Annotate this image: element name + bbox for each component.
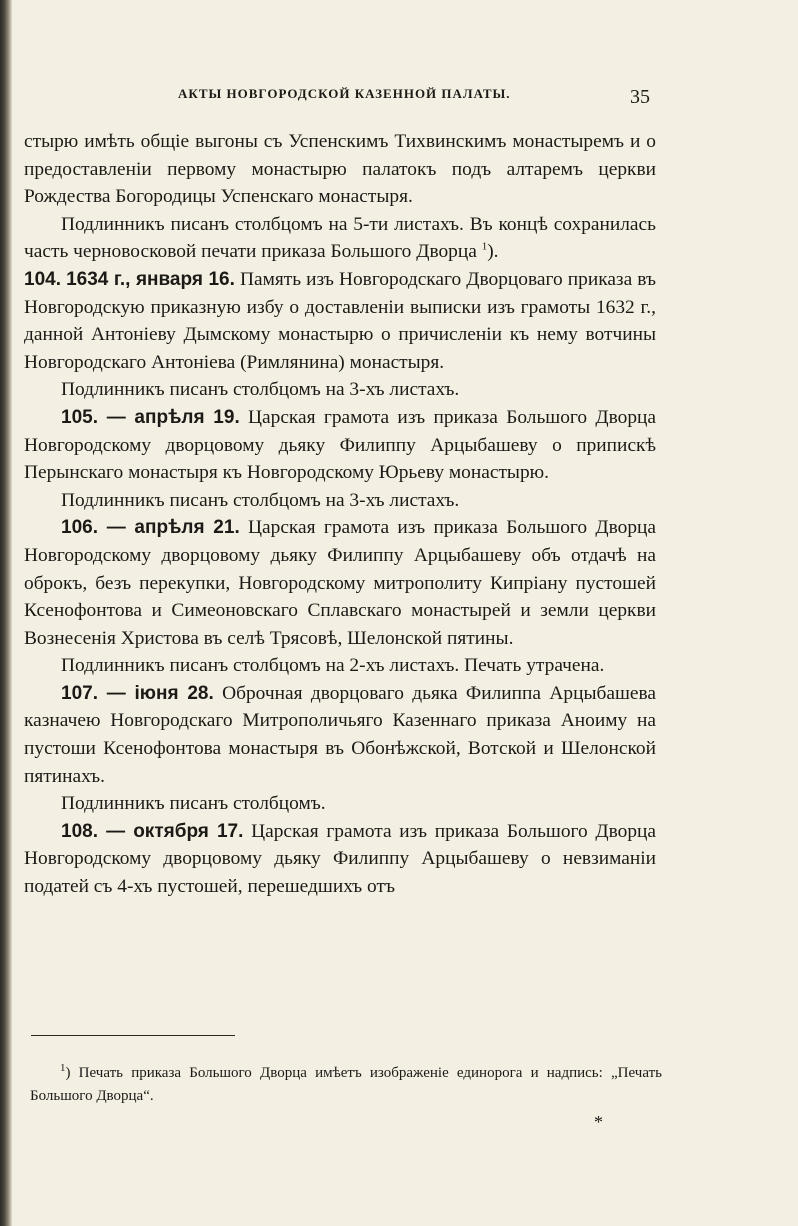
intro-paragraph: стырю имѣть общіе выгоны съ Успенскимъ Тихвинскимъ монастыремъ и о предоставленіи первому монастырю палатокъ подъ алтаремъ церкви Рождества Богородицы Успенскаго монастыря. <box>24 131 656 208</box>
entry-number: 106. <box>61 517 98 539</box>
entry-number: 104. <box>24 268 61 290</box>
entry-date: — апрѣля 19. <box>97 406 240 428</box>
signature-asterisk: * <box>594 1112 603 1132</box>
entry-107 <box>24 680 656 790</box>
intro-note-end: ). <box>487 241 499 263</box>
entry-note: Подлинникъ писанъ столбцомъ на 3-хъ листахъ. <box>61 379 460 401</box>
running-header: АКТЫ НОВГОРОДСКОЙ КАЗЕННОЙ ПАЛАТЫ. <box>178 86 511 101</box>
entry-date: — октября 17. <box>97 820 244 842</box>
footnote-mark: 1 <box>60 1062 66 1074</box>
entry-text: Царская грамота изъ приказа Большого Дворца Новгородскому дворцовому дьяку Филиппу Арцыбашеву о невзиманіи податей съ 4-хъ пустошей, перешедшихъ отъ <box>24 820 656 898</box>
intro-note-text: Подлинникъ писанъ столбцомъ на 5-ти листахъ. Въ концѣ сохранилась часть черновосковой печати приказа Большого Дворца <box>24 213 656 263</box>
footnote <box>30 1062 662 1108</box>
entry-note: Подлинникъ писанъ столбцомъ на 3-хъ листахъ. <box>61 489 460 511</box>
body-text <box>24 128 656 901</box>
entry-note: Подлинникъ писанъ столбцомъ на 2-хъ листахъ. Печать утрачена. <box>61 655 605 677</box>
entry-number: 105. <box>61 406 98 428</box>
entry-number: 108. <box>61 820 98 842</box>
entry-106 <box>24 514 656 652</box>
entry-text: Царская грамота изъ приказа Большого Дворца Новгородскому дворцовому дьяку Филиппу Арцыбашеву о припискѣ Перынскаго монастыря къ Новгородскому Юрьеву монастырю. <box>24 406 656 484</box>
footnote-reference: 1 <box>481 240 488 253</box>
entry-note: Подлинникъ писанъ столбцомъ. <box>61 793 326 815</box>
entry-108 <box>24 818 656 901</box>
intro-note <box>24 211 656 266</box>
entry-number: 107. <box>61 682 98 704</box>
footnote-divider <box>31 1035 235 1036</box>
entry-104 <box>24 266 656 376</box>
entry-text: Царская грамота изъ приказа Большого Дворца Новгородскому дворцовому дьяку Филиппу Арцыбашеву объ отдачѣ на оброкъ, безъ перекупки, Новгородскому митрополиту Кипріану пустошей Ксенофонтова и Симеоновскаго Сплавскаго монастырей и земли церкви Вознесенія Христова въ селѣ Трясовѣ, Шелонской пятины. <box>24 517 656 649</box>
entry-date: — іюня 28. <box>97 682 214 704</box>
entry-date: 1634 г., января 16. <box>66 268 235 290</box>
entry-date: — апрѣля 21. <box>97 517 240 539</box>
footnote-text: ) Печать приказа Большого Дворца имѣетъ изображеніе единорога и надпись: „Печать Большого Дворца“. <box>30 1065 662 1104</box>
entry-text: Оброчная дворцоваго дьяка Филиппа Арцыбашева казначею Новгородскаго Митрополичьяго Казеннаго приказа Аноиму на пустоши Ксенофонтова монастыря въ Обонѣжской, Вотской и Шелонской пятинахъ. <box>24 682 656 787</box>
entry-text: Память изъ Новгородскаго Дворцоваго приказа въ Новгородскую приказную избу о доставленіи выписки изъ грамоты 1632 г., данной Антоніеву Дымскому монастырю о причисленіи къ нему вотчины Новгородскаго Антоніева (Римлянина) монастыря. <box>24 268 656 373</box>
page-number: 35 <box>630 86 650 108</box>
entry-105 <box>24 404 656 487</box>
footnote-paragraph <box>30 1062 662 1108</box>
book-binding-edge <box>0 0 12 1226</box>
